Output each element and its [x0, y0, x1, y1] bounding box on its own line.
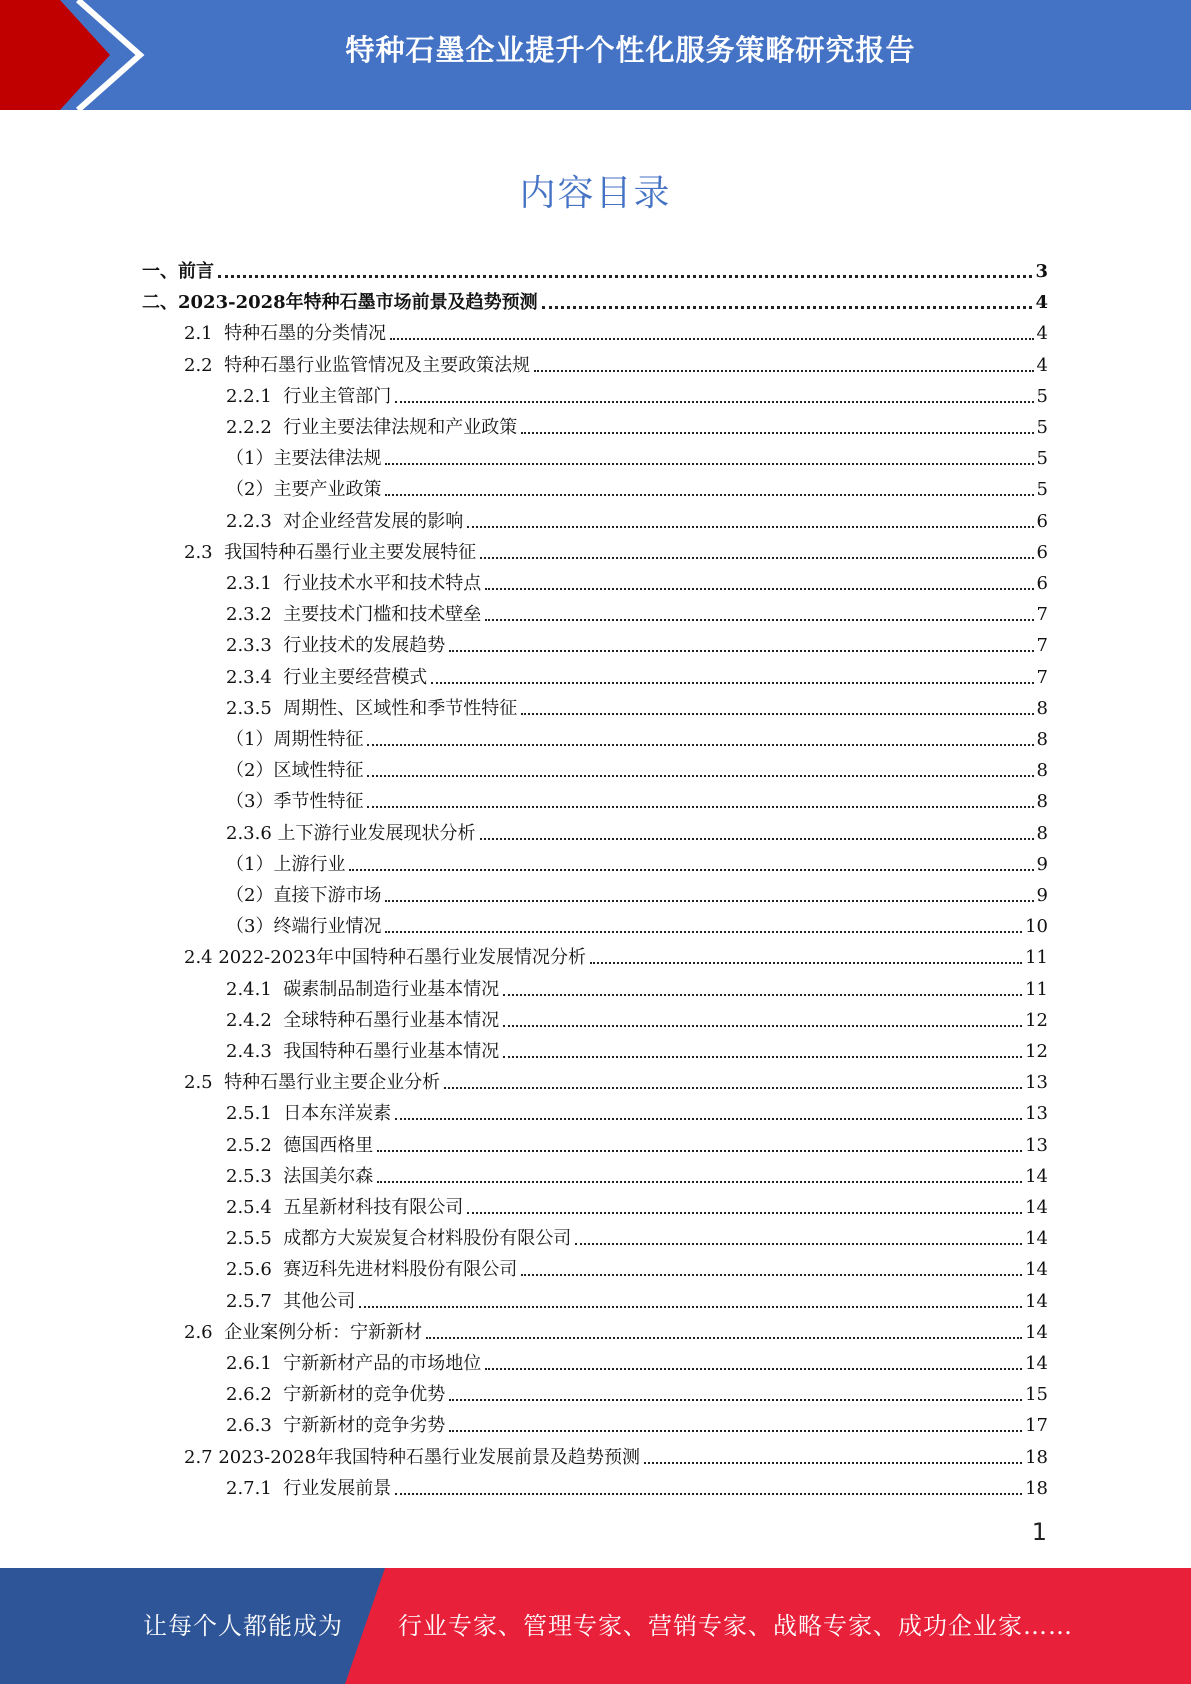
toc-entry-title: 2.5.6 赛迈科先进材料股份有限公司: [226, 1259, 518, 1281]
toc-entry-title: 2.5.2 德国西格里: [226, 1134, 374, 1156]
toc-dot-leader: [444, 1087, 1022, 1089]
toc-entry[interactable]: [142, 283, 1048, 314]
toc-entry-title: 2.4.1 碳素制品制造行业基本情况: [226, 978, 500, 1000]
toc-entry-title: 2.5.5 成都方大炭炭复合材料股份有限公司: [226, 1228, 572, 1250]
toc-dot-leader: [449, 1430, 1022, 1432]
toc-entry-title: 2.5.7 其他公司: [226, 1290, 356, 1312]
toc-entry[interactable]: [226, 595, 1048, 626]
toc-dot-leader: [521, 432, 1033, 434]
toc-entry[interactable]: [226, 564, 1048, 595]
toc-dot-leader: [503, 1056, 1022, 1058]
toc-entry-title: 2.6.1 宁新新材产品的市场地位: [226, 1353, 482, 1374]
toc-entry[interactable]: [226, 470, 1048, 501]
toc-entry-page: 17: [1025, 1415, 1048, 1437]
toc-entry[interactable]: [226, 1282, 1048, 1313]
toc-entry[interactable]: [226, 1157, 1048, 1188]
toc-dot-leader: [644, 1462, 1022, 1464]
toc-entry[interactable]: [184, 1438, 1048, 1469]
toc-dot-leader: [395, 1118, 1022, 1120]
toc-dot-leader: [467, 1212, 1022, 1214]
toc-entry[interactable]: [184, 533, 1048, 564]
toc-dot-leader: [349, 869, 1033, 871]
toc-entry-title: 2.7.1 行业发展前景: [226, 1477, 392, 1499]
footer-slogan-left: 让每个人都能成为: [143, 1612, 343, 1640]
toc-entry-page: 12: [1025, 1009, 1048, 1031]
toc-entry[interactable]: [142, 252, 1048, 283]
toc-dot-leader: [503, 1025, 1022, 1027]
toc-entry-title: 2.3.1 行业技术水平和技术特点: [226, 573, 482, 594]
toc-entry-title: 2.2.3 对企业经营发展的影响: [226, 510, 464, 532]
header-banner: [0, 0, 1191, 110]
toc-entry-page: 14: [1025, 1197, 1048, 1218]
toc-entry-title: 2.3.5 周期性、区域性和季节性特征: [226, 697, 518, 719]
toc-entry-page: 10: [1025, 916, 1048, 938]
toc-entry-page: 8: [1036, 791, 1048, 813]
toc-entry[interactable]: [226, 689, 1048, 720]
toc-entry-page: 4: [1036, 354, 1048, 376]
toc-entry-title: （3）终端行业情况: [226, 916, 382, 938]
toc-dot-leader: [575, 1243, 1022, 1245]
toc-entry[interactable]: [226, 876, 1048, 907]
toc-dot-leader: [395, 1493, 1022, 1495]
toc-entry-page: 6: [1036, 541, 1048, 563]
toc-entry-page: 5: [1036, 417, 1048, 438]
toc-entry-page: 6: [1036, 510, 1048, 532]
toc-entry-title: 2.3.6 上下游行业发展现状分析: [226, 822, 476, 844]
toc-entry[interactable]: [226, 1001, 1048, 1032]
toc-dot-leader: [385, 900, 1033, 902]
toc-entry-page: 8: [1036, 822, 1048, 844]
toc-dot-leader: [385, 463, 1033, 465]
toc-entry[interactable]: [226, 782, 1048, 813]
toc-dot-leader: [367, 744, 1033, 746]
toc-entry[interactable]: [226, 814, 1048, 845]
toc-dot-leader: [485, 1368, 1022, 1370]
toc-entry-page: 3: [1035, 261, 1048, 282]
toc-entry-title: 2.5.4 五星新材科技有限公司: [226, 1197, 464, 1218]
toc-dot-leader: [377, 1181, 1022, 1183]
toc-entry[interactable]: [226, 439, 1048, 470]
toc-entry-page: 14: [1025, 1321, 1048, 1343]
toc-dot-leader: [480, 557, 1033, 559]
toc-entry-title: （2）直接下游市场: [226, 885, 382, 906]
toc-entry-page: 14: [1025, 1165, 1048, 1187]
toc-entry[interactable]: [226, 408, 1048, 439]
toc-entry-title: （1）周期性特征: [226, 729, 364, 750]
toc-dot-leader: [485, 619, 1033, 621]
toc-entry[interactable]: [184, 1063, 1048, 1094]
toc-entry[interactable]: [226, 626, 1048, 657]
toc-entry-page: 12: [1025, 1041, 1048, 1062]
toc-entry-page: 8: [1036, 729, 1048, 750]
toc-entry-title: 2.3 我国特种石墨行业主要发展特征: [184, 541, 477, 563]
toc-entry-page: 14: [1025, 1259, 1048, 1281]
toc-dot-leader: [467, 526, 1033, 528]
toc-entry-page: 13: [1025, 1134, 1048, 1156]
toc-entry-title: 2.3.2 主要技术门槛和技术壁垒: [226, 604, 482, 626]
toc-entry[interactable]: [226, 845, 1048, 876]
toc-dot-leader: [521, 1274, 1022, 1276]
toc-entry-title: 一、前言: [142, 261, 214, 282]
toc-entry-page: 14: [1025, 1290, 1048, 1312]
toc-entry-page: 7: [1036, 635, 1048, 657]
toc-dot-leader: [590, 962, 1022, 964]
toc-entry[interactable]: [184, 938, 1048, 969]
toc-entry-page: 4: [1035, 292, 1048, 314]
toc-dot-leader: [426, 1337, 1022, 1339]
toc-entry-page: 14: [1025, 1228, 1048, 1250]
toc-dot-leader: [377, 1150, 1022, 1152]
toc-heading: 内容目录: [519, 173, 672, 214]
toc-entry-page: 9: [1036, 885, 1048, 906]
toc-entry-title: 2.6.2 宁新新材的竞争优势: [226, 1384, 446, 1406]
toc-entry[interactable]: [226, 1375, 1048, 1406]
toc-entry-title: 2.2.2 行业主要法律法规和产业政策: [226, 417, 518, 438]
toc-entry-title: （1）主要法律法规: [226, 448, 382, 470]
toc-entry-page: 14: [1025, 1353, 1048, 1374]
toc-dot-leader: [534, 370, 1033, 372]
toc-entry[interactable]: [226, 1188, 1048, 1219]
toc-dot-leader: [542, 306, 1033, 309]
toc-dot-leader: [449, 650, 1033, 652]
toc-dot-leader: [359, 1306, 1022, 1308]
toc-entry[interactable]: [226, 1032, 1048, 1063]
toc-entry[interactable]: [184, 1313, 1048, 1344]
toc-entry-page: 13: [1025, 1103, 1048, 1125]
toc-entry[interactable]: [226, 658, 1048, 689]
toc-entry-title: 2.6 企业案例分析：宁新新材: [184, 1321, 423, 1343]
toc-dot-leader: [385, 931, 1022, 933]
toc-entry[interactable]: [184, 314, 1048, 345]
toc-entry-title: 2.3.4 行业主要经营模式: [226, 666, 428, 688]
toc-entry-title: 2.5.3 法国美尔森: [226, 1165, 374, 1187]
toc-entry-page: 11: [1025, 978, 1048, 1000]
toc-entry-title: 2.4.2 全球特种石墨行业基本情况: [226, 1009, 500, 1031]
toc-entry-title: 2.7 2023-2028年我国特种石墨行业发展前景及趋势预测: [184, 1446, 641, 1468]
toc-entry-page: 13: [1025, 1072, 1048, 1094]
toc-entry[interactable]: [226, 1250, 1048, 1281]
toc-entry-page: 18: [1025, 1446, 1048, 1468]
toc-entry-title: 2.2.1 行业主管部门: [226, 385, 392, 407]
toc-entry[interactable]: [226, 1126, 1048, 1157]
toc-entry-title: 2.1 特种石墨的分类情况: [184, 323, 387, 345]
toc-entry[interactable]: [184, 346, 1048, 377]
toc-entry[interactable]: [226, 751, 1048, 782]
toc-entry-page: 5: [1036, 385, 1048, 407]
toc-dot-leader: [485, 588, 1033, 590]
toc-entry-page: 7: [1036, 666, 1048, 688]
toc-entry[interactable]: [226, 1219, 1048, 1250]
toc-entry-page: 15: [1025, 1384, 1048, 1406]
toc-entry-page: 5: [1036, 479, 1048, 501]
toc-entry-title: （2）区域性特征: [226, 760, 364, 782]
toc-entry[interactable]: [226, 1094, 1048, 1125]
toc-entry-page: 7: [1036, 604, 1048, 626]
toc-entry-title: （2）主要产业政策: [226, 479, 382, 501]
toc-entry-title: 2.3.3 行业技术的发展趋势: [226, 635, 446, 657]
toc-entry-page: 9: [1036, 853, 1048, 875]
toc-dot-leader: [449, 1399, 1022, 1401]
toc-entry-page: 8: [1036, 697, 1048, 719]
toc-entry[interactable]: [226, 502, 1048, 533]
toc-entry-title: 二、2023-2028年特种石墨市场前景及趋势预测: [142, 292, 538, 314]
toc-entry-page: 5: [1036, 448, 1048, 470]
toc-entry-title: （1）上游行业: [226, 853, 346, 875]
toc-entry-title: 2.4.3 我国特种石墨行业基本情况: [226, 1041, 500, 1062]
toc-entry-title: 2.6.3 宁新新材的竞争劣势: [226, 1415, 446, 1437]
toc-dot-leader: [367, 775, 1033, 777]
toc-entry-page: 6: [1036, 573, 1048, 594]
toc-dot-leader: [480, 838, 1034, 840]
toc-dot-leader: [503, 994, 1022, 996]
toc-entry-page: 11: [1025, 947, 1048, 969]
toc-entry-title: 2.5.1 日本东洋炭素: [226, 1103, 392, 1125]
toc-dot-leader: [395, 401, 1033, 403]
toc-entry[interactable]: [226, 720, 1048, 751]
toc-entry-page: 8: [1036, 760, 1048, 782]
toc-dot-leader: [218, 275, 1032, 278]
toc-entry[interactable]: [226, 970, 1048, 1001]
toc-entry-title: 2.2 特种石墨行业监管情况及主要政策法规: [184, 354, 531, 376]
report-title: 特种石墨企业提升个性化服务策略研究报告: [345, 33, 916, 67]
toc-entry-title: （3）季节性特征: [226, 791, 364, 813]
toc-dot-leader: [390, 338, 1033, 340]
toc-dot-leader: [521, 713, 1033, 715]
page-number: 1: [1031, 1518, 1047, 1546]
toc-entry-page: 18: [1025, 1477, 1048, 1499]
toc-entry-title: 2.4 2022-2023年中国特种石墨行业发展情况分析: [184, 947, 587, 969]
toc-entry[interactable]: [226, 377, 1048, 408]
toc-dot-leader: [431, 682, 1033, 684]
footer-banner: [0, 1568, 1191, 1684]
toc-entry[interactable]: [226, 907, 1048, 938]
toc-dot-leader: [367, 806, 1033, 808]
toc-entry[interactable]: [226, 1406, 1048, 1437]
toc-entry[interactable]: [226, 1469, 1048, 1500]
toc-dot-leader: [385, 494, 1033, 496]
toc-entry-title: 2.5 特种石墨行业主要企业分析: [184, 1072, 441, 1094]
footer-slogan-right: 行业专家、管理专家、营销专家、战略专家、成功企业家……: [398, 1612, 1073, 1640]
toc-entry[interactable]: [226, 1344, 1048, 1375]
toc-entry-page: 4: [1036, 323, 1048, 345]
